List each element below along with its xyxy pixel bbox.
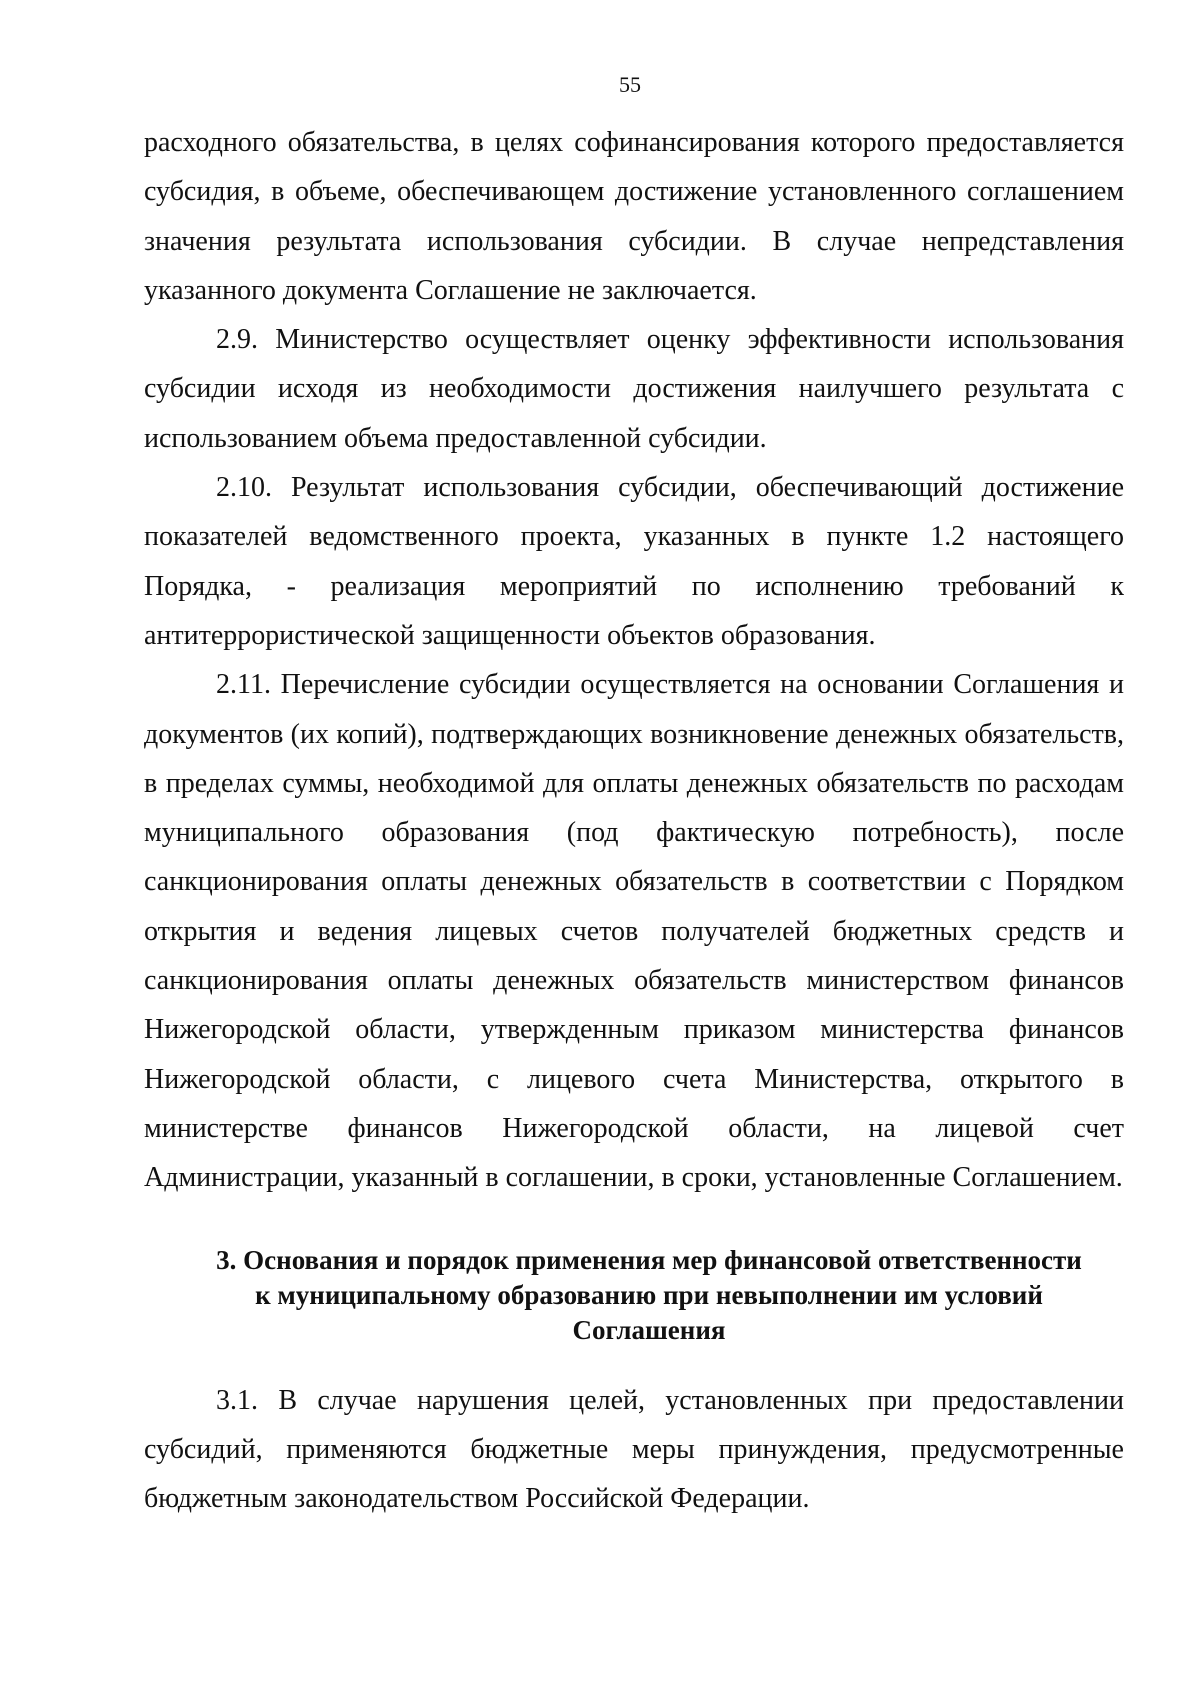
section-heading-line-3: Соглашения <box>572 1314 726 1345</box>
paragraph-2-9: 2.9. Министерство осуществляет оценку эффективности использования субсидии исходя из необходимости достижения наилучшего результата с использованием объема предоставленной субсидии. <box>144 324 1124 454</box>
paragraph-2-11: 2.11. Перечисление субсидии осуществляется на основании Соглашения и документов (их копий), подтверждающих возникновение денежных обязательств, в пределах суммы, необходимой для оплаты денежных обязательств по расходам муниципального образования (под фактическую потребность), после санкционирования оплаты денежных обязательств в соответствии с Порядком открытия и ведения лицевых счетов получателей бюджетных средств и санкционирования оплаты денежных обязательств министерством финансов Нижегородской области, утвержденным приказом министерства финансов Нижегородской области, с лицевого счета Министерства, открытого в министерстве финансов Нижегородской области, на лицевой счет Администрации, указанный в соглашении, в сроки, установленные Соглашением. <box>144 669 1124 1194</box>
paragraph-continuation: расходного обязательства, в целях софинансирования которого предоставляется субсидия, в объеме, обеспечивающем достижение установленного соглашением значения результата использования субсидии. В случае непредставления указанного документа Соглашение не заключается. <box>144 127 1124 306</box>
document-body <box>144 118 1124 1523</box>
paragraph-3-1: 3.1. В случае нарушения целей, установленных при предоставлении субсидий, применяются бюджетные меры принуждения, предусмотренные бюджетным законодательством Российской Федерации. <box>144 1384 1124 1515</box>
section-heading-line-2: к муниципальному образованию при невыполнении им условий <box>255 1279 1043 1310</box>
section-heading-line-1: 3. Основания и порядок применения мер финансовой ответственности <box>216 1244 1082 1275</box>
section-3-heading <box>144 1243 1124 1348</box>
paragraph-2-10: 2.10. Результат использования субсидии, обеспечивающий достижение показателей ведомственного проекта, указанных в пункте 1.2 настоящего Порядка, - реализация мероприятий по исполнению требований к антитеррористической защищенности объектов образования. <box>144 472 1124 651</box>
page-number: 55 <box>619 72 641 97</box>
